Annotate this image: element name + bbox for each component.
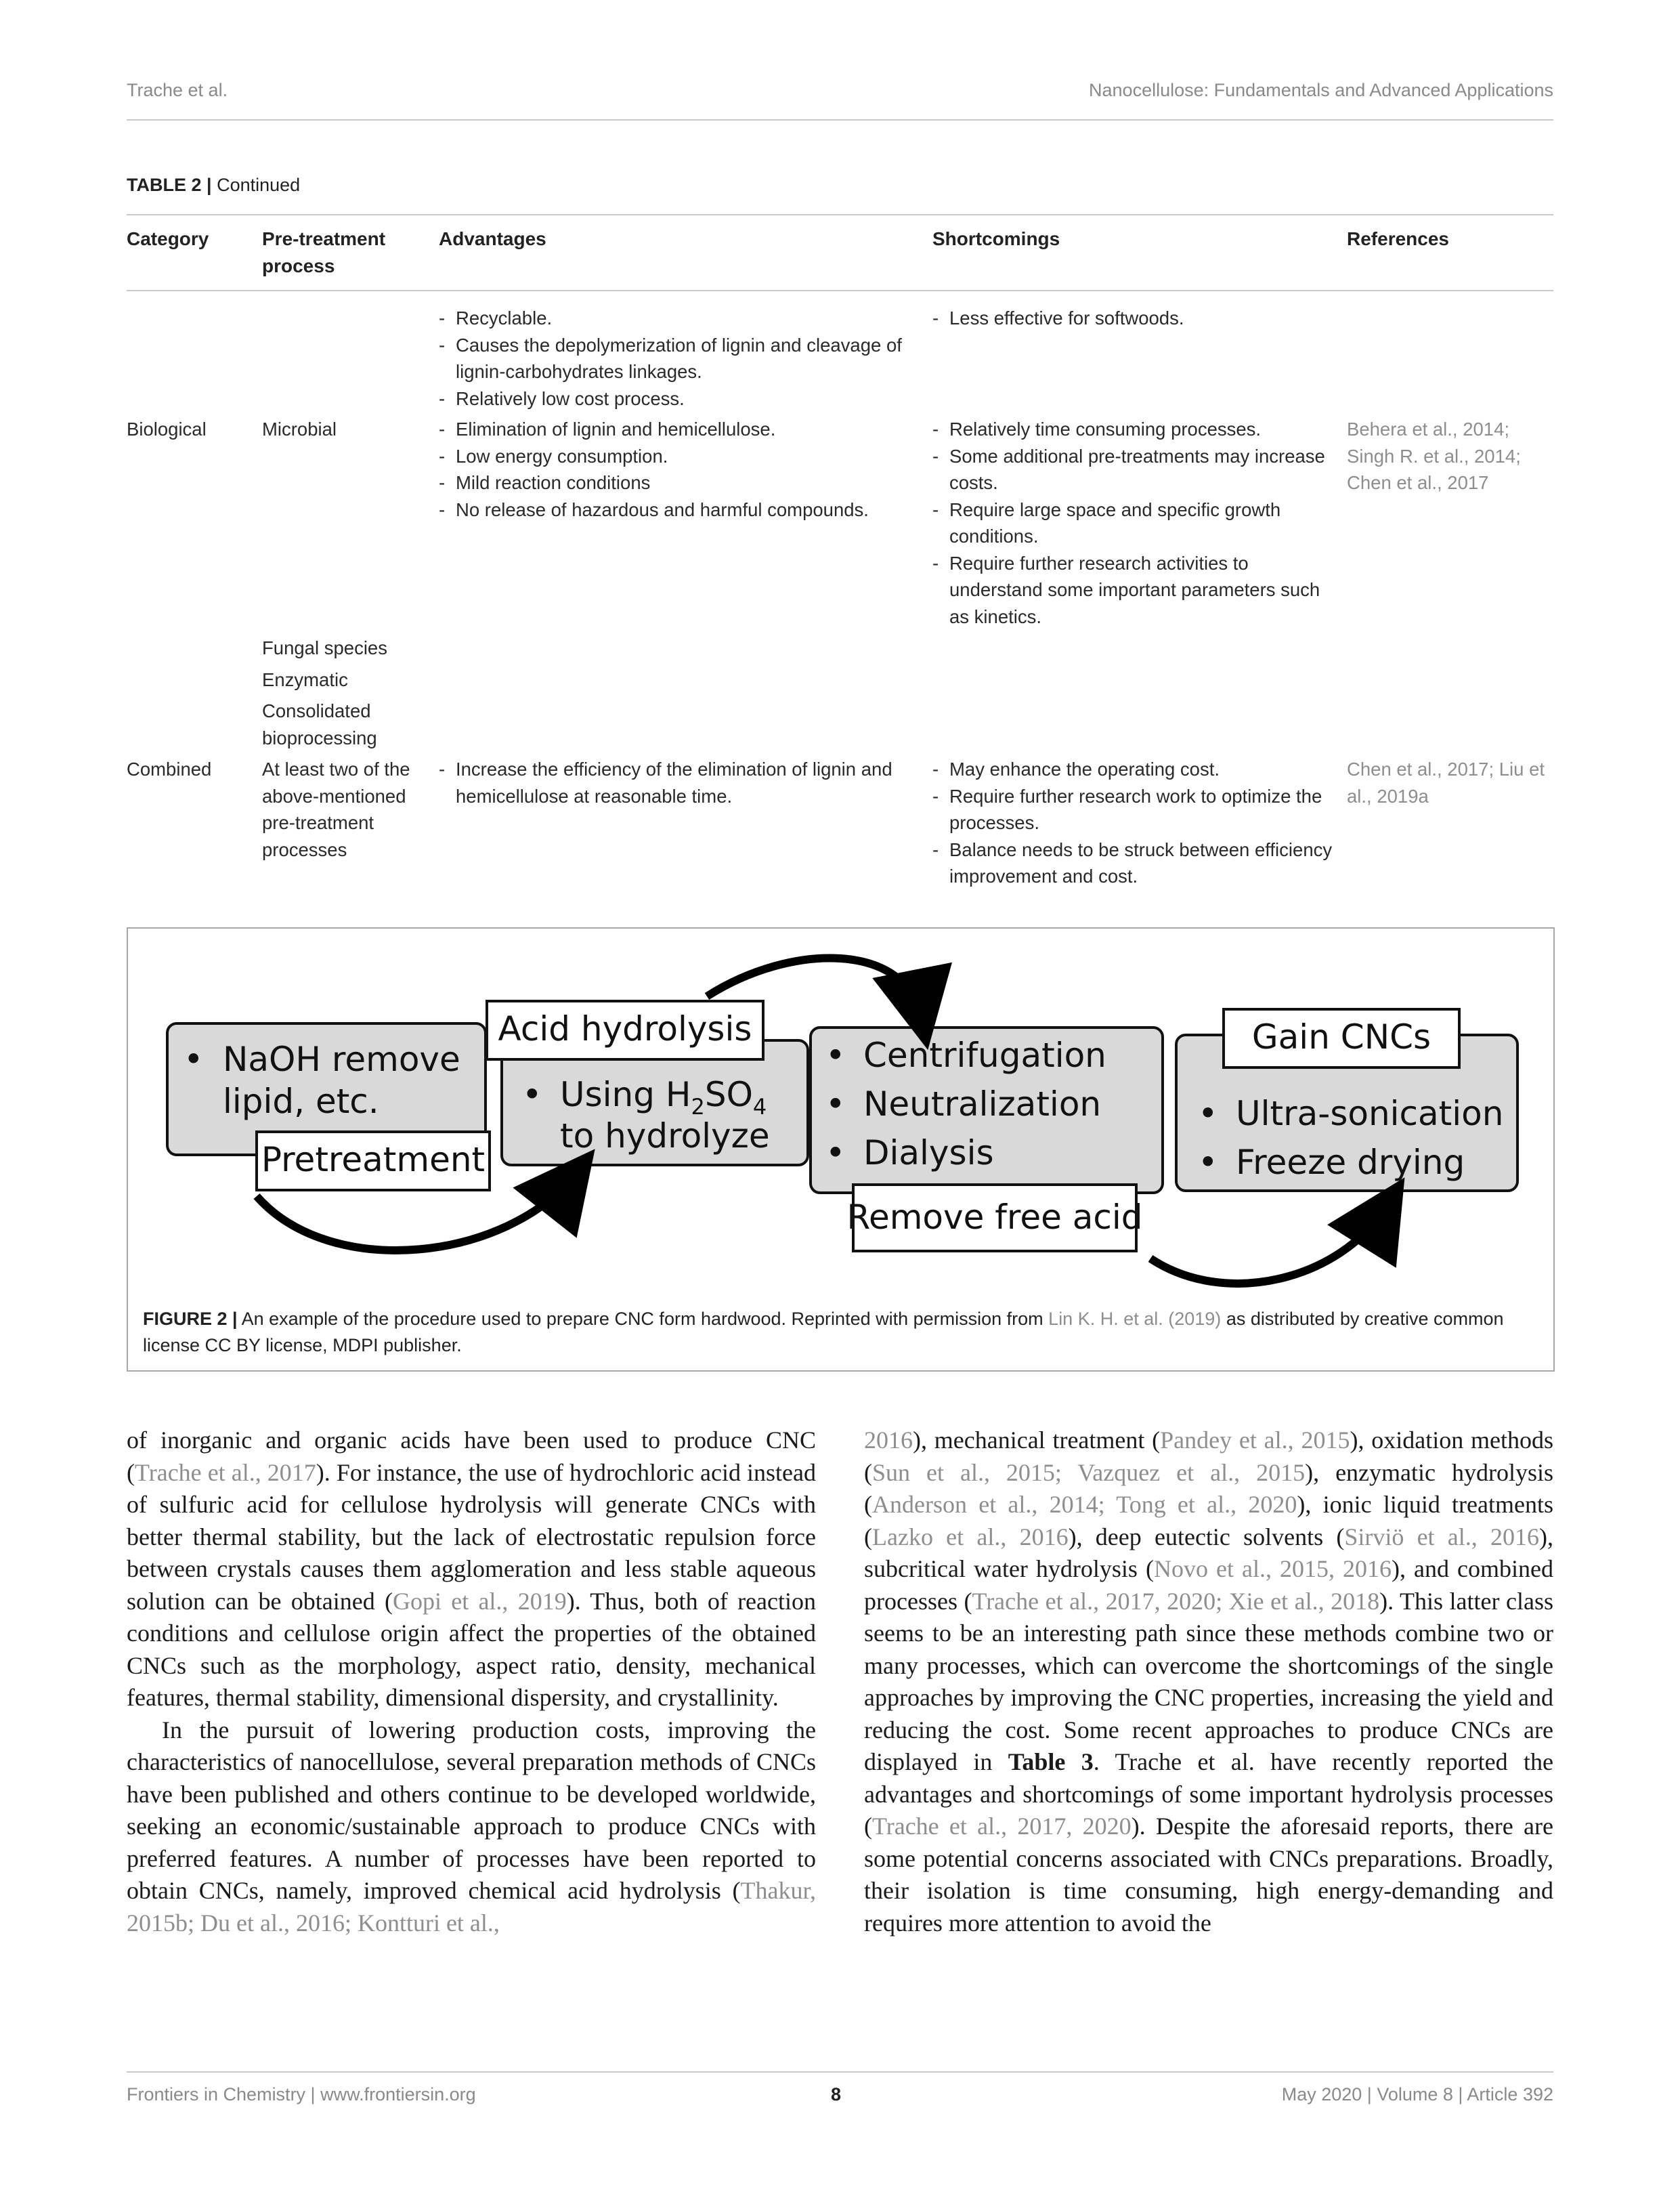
bullet-icon: • <box>825 1036 846 1075</box>
bullet-icon: • <box>522 1075 542 1114</box>
gain-bullet-2: Freeze drying <box>1236 1143 1465 1182</box>
remove-free-acid-label: Remove free acid <box>846 1198 1143 1237</box>
header-authors: Trache et al. <box>127 80 228 100</box>
remove-bullet-1: Centrifugation <box>863 1036 1106 1075</box>
row1-process: Microbial <box>262 419 337 440</box>
table-top-rule <box>127 214 1553 215</box>
row5-shortcomings <box>932 756 1339 890</box>
list-item: - Increase the efficiency of the elimination of lignin and hemicellulose at reasonable time. <box>439 756 913 809</box>
row4-process: Consolidated bioprocessing <box>262 700 377 748</box>
bullet-icon: • <box>825 1084 846 1124</box>
header-journal-section: Nanocellulose: Fundamentals and Advanced Applications <box>1089 80 1553 100</box>
list-item: - Recyclable. <box>439 305 913 332</box>
figure-caption-label: FIGURE 2 | <box>143 1309 238 1329</box>
list-item: - May enhance the operating cost. <box>932 756 1339 783</box>
column-header-process: Pre-treatment process <box>262 228 386 276</box>
citation-link[interactable]: Pandey et al., 2015 <box>1160 1426 1350 1454</box>
list-item: - Mild reaction conditions <box>439 469 913 496</box>
citation-link[interactable]: Sun et al., 2015; Vazquez et al., 2015 <box>872 1458 1306 1486</box>
list-item: - Elimination of lignin and hemicellulose. <box>439 416 913 443</box>
citation-link[interactable]: Gopi et al., 2019 <box>392 1587 567 1615</box>
bullet-icon: • <box>184 1040 204 1079</box>
pretreatment-bullet-line1: NaOH remove <box>223 1040 460 1079</box>
list-item: - Some additional pre-treatments may increase costs. <box>932 443 1339 496</box>
arrow-remove-to-gain <box>1150 1205 1387 1284</box>
row1-references: Behera et al., 2014; Singh R. et al., 2014; Chen et al., 2017 <box>1347 419 1521 493</box>
body-left-column <box>127 1424 816 1939</box>
list-item: - Causes the depolymerization of lignin and cleavage of lignin-carbohydrates linkages. <box>439 332 913 385</box>
row1-advantages <box>439 416 913 523</box>
remove-bullet-2: Neutralization <box>863 1084 1102 1124</box>
figure-2 <box>127 927 1555 1372</box>
citation-link[interactable]: Thakur, 2015b; Du et al., 2016; Kontturi et al., <box>127 1877 816 1937</box>
row1-category: Biological <box>127 419 207 440</box>
row5-category: Combined <box>127 759 212 780</box>
acid-hydrolysis-label: Acid hydrolysis <box>498 1009 752 1049</box>
list-item: - Less effective for softwoods. <box>932 305 1339 332</box>
column-header-shortcomings: Shortcomings <box>932 228 1060 249</box>
process-flow-diagram <box>128 929 1553 1370</box>
body-right-column <box>864 1424 1553 1939</box>
column-header-category: Category <box>127 228 209 249</box>
acid-bullet-line2: to hydrolyze <box>560 1116 770 1156</box>
list-item: - Require further research activities to understand some important parameters such as kinetics. <box>932 550 1339 631</box>
row5-references: Chen et al., 2017; Liu et al., 2019a <box>1347 759 1545 807</box>
running-header <box>127 80 1553 107</box>
bullet-icon: • <box>1198 1094 1218 1133</box>
bullet-icon: • <box>825 1133 846 1172</box>
citation-link[interactable]: Lazko et al., 2016 <box>872 1523 1069 1550</box>
row5-process: At least two of the above-mentioned pre-treatment processes <box>262 759 410 860</box>
footer-issue-info: May 2020 | Volume 8 | Article 392 <box>1281 2084 1553 2104</box>
gain-cncs-label: Gain CNCs <box>1251 1017 1431 1057</box>
figure-caption: FIGURE 2 | An example of the procedure used to prepare CNC form hardwood. Reprinted with permission from Lin K. H. et al. (2019) as distributed by creative common license CC BY license, MDPI publisher. <box>143 1309 1504 1355</box>
remove-bullet-3: Dialysis <box>863 1133 994 1172</box>
citation-link[interactable]: Trache et al., 2017, 2020 <box>872 1813 1132 1840</box>
paragraph: of inorganic and organic acids have been used to produce CNC (Trache et al., 2017). For instance, the use of hydrochloric acid instead of sulfuric acid for cellulose hydrolysis will generate CNCs with better thermal stability, but the lack of electrostatic repulsion force between crystals causes them agglomeration and less stable aqueous solution can be obtained (Gopi et al., 2019). Thus, both of reaction conditions and cellulose origin affect the properties of the obtained CNCs such as the morphology, aspect ratio, density, mechanical features, thermal stability, dimensional dispersity, and crystallinity. <box>127 1426 816 1711</box>
list-item: - Require large space and specific growth conditions. <box>932 496 1339 550</box>
pretreatment-label: Pretreatment <box>261 1140 486 1179</box>
figure-caption-reference-link[interactable]: Lin K. H. et al. (2019) <box>1048 1309 1222 1329</box>
row5-advantages <box>439 756 913 809</box>
page-number: 8 <box>831 2084 842 2104</box>
citation-link[interactable]: Sirviö et al., 2016 <box>1344 1523 1539 1550</box>
bullet-icon: • <box>1198 1143 1218 1182</box>
list-item: - Relatively low cost process. <box>439 385 913 412</box>
citation-link[interactable]: Novo et al., 2015, 2016 <box>1153 1555 1392 1582</box>
table-caption-text: Continued <box>211 175 301 195</box>
row0-advantages <box>439 305 913 412</box>
column-header-advantages: Advantages <box>439 228 546 249</box>
header-rule <box>127 119 1553 121</box>
citation-link[interactable]: Trache et al., 2017, 2020; Xie et al., 2018 <box>972 1587 1380 1615</box>
column-header-references: References <box>1347 228 1449 249</box>
footer-journal: Frontiers in Chemistry | www.frontiersin.org <box>127 2084 476 2104</box>
row1-shortcomings <box>932 416 1339 630</box>
citation-link[interactable]: Anderson et al., 2014; Tong et al., 2020 <box>872 1491 1297 1518</box>
row3-process: Enzymatic <box>262 669 348 690</box>
gain-bullet-1: Ultra-sonication <box>1236 1094 1504 1133</box>
list-item: - Relatively time consuming processes. <box>932 416 1339 443</box>
list-item: - Low energy consumption. <box>439 443 913 470</box>
citation-link[interactable]: Trache et al., 2017 <box>135 1458 316 1486</box>
citation-link[interactable]: 2016 <box>864 1426 913 1454</box>
paragraph: 2016), mechanical treatment (Pandey et al., 2015), oxidation methods (Sun et al., 2015; Vazquez et al., 2015), enzymatic hydrolysis (Anderson et al., 2014; Tong et al., 2020), ionic liquid treatments (Lazko et al., 2016), deep eutectic solvents (Sirviö et al., 2016), subcritical water hydrolysis (Novo et al., 2015, 2016), and combined processes (Trache et al., 2017, 2020; Xie et al., 2018). This latter class seems to be an interesting path since these methods combine two or many processes, which can overcome the shortcomings of the single approaches by improving the CNC properties, increasing the yield and reducing the cost. Some recent approaches to produce CNCs are displayed in Table 3. Trache et al. have recently reported the advantages and shortcomings of some important hydrolysis processes (Trache et al., 2017, 2020). Despite the aforesaid reports, there are some potential concerns associated with CNCs preparations. Broadly, their isolation is time consuming, high energy-demanding and requires more attention to avoid the <box>864 1426 1554 1937</box>
pretreatment-bullet-line2: lipid, etc. <box>223 1082 379 1121</box>
paragraph: In the pursuit of lowering production costs, improving the characteristics of nanocellulose, several preparation methods of CNCs have been published and others continue to be developed worldwide, seeking an economic/sustainable approach to produce CNCs with preferred features. A number of processes have been reported to obtain CNCs, namely, improved chemical acid hydrolysis (Thakur, 2015b; Du et al., 2016; Kontturi et al., <box>127 1716 816 1937</box>
row0-shortcomings <box>932 305 1339 332</box>
table-caption <box>127 175 300 196</box>
table-reference-link[interactable]: Table 3 <box>1008 1748 1094 1775</box>
list-item: - Require further research work to optimize the processes. <box>932 783 1339 837</box>
list-item: - Balance needs to be struck between efficiency improvement and cost. <box>932 837 1339 890</box>
table-header-rule <box>127 290 1553 291</box>
table-caption-label: TABLE 2 | <box>127 175 212 195</box>
row2-process: Fungal species <box>262 637 387 658</box>
footer-rule <box>127 2071 1553 2073</box>
acid-bullet-line1: Using $H_2SO_4$ <box>560 1075 767 1120</box>
list-item: - No release of hazardous and harmful compounds. <box>439 496 913 524</box>
